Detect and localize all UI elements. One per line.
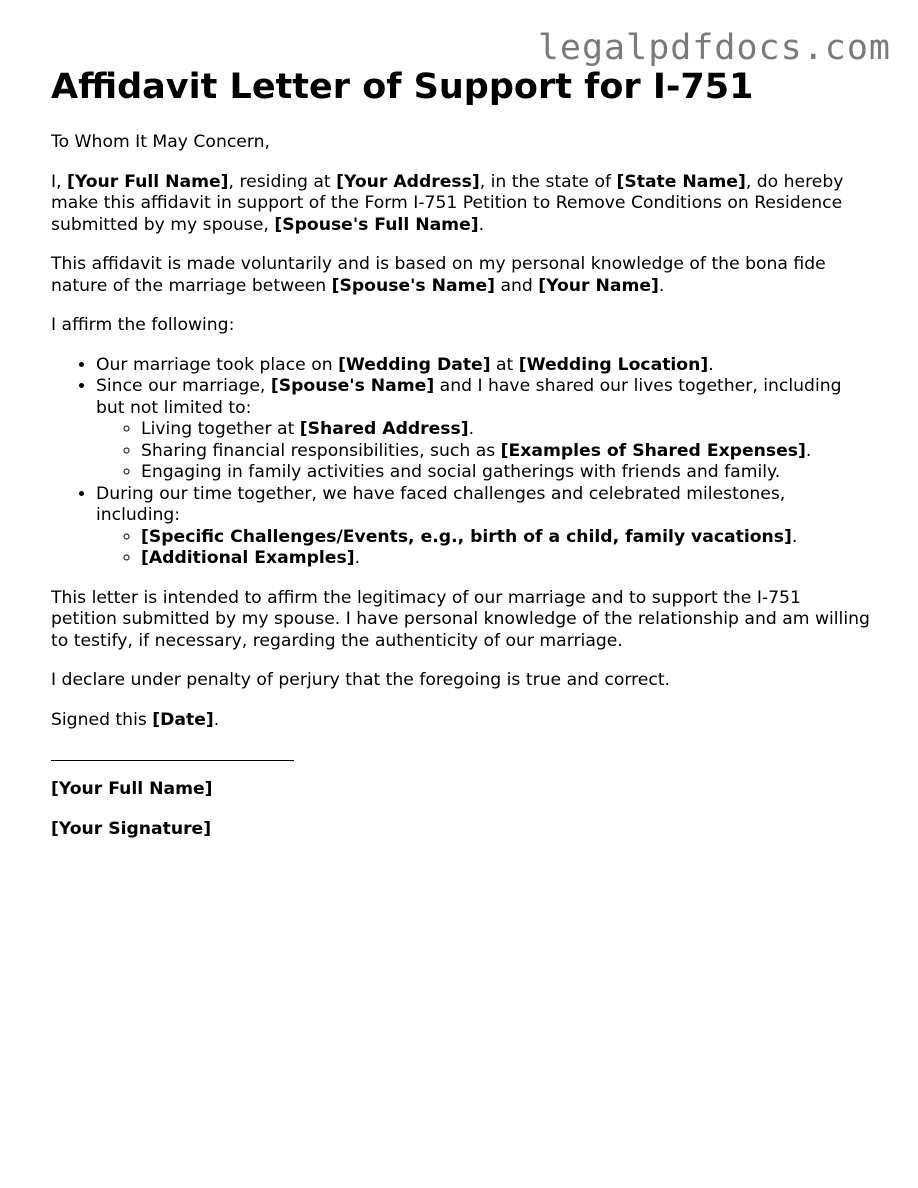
- text: This affidavit is made voluntarily and is based on my personal knowledge of the bona fide nature of the marriage between: [51, 254, 826, 296]
- document-body: [51, 66, 871, 858]
- sub-list-item: [141, 548, 871, 570]
- text: and I have shared our lives together, including but not limited to:: [96, 376, 842, 418]
- voluntary-paragraph: [51, 254, 871, 297]
- intro-paragraph: [51, 172, 871, 237]
- your-name-placeholder: [Your Name]: [538, 275, 659, 296]
- salutation: To Whom It May Concern,: [51, 132, 270, 152]
- text: at: [490, 354, 519, 375]
- text: .: [213, 709, 220, 730]
- text: .: [708, 354, 714, 375]
- additional-examples-placeholder: [Additional Examples]: [141, 548, 355, 568]
- intent-paragraph: This letter is intended to affirm the legitimacy of our marriage and to support the I-751 petition submitted by my spouse. I have personal knowledge of the relationship and am willing to testify, if necessary, regarding the authenticity of our marriage.: [51, 587, 870, 651]
- text: .: [791, 526, 798, 547]
- text: .: [805, 440, 812, 461]
- text: , in the state of: [479, 171, 617, 192]
- state-name-placeholder: [State Name]: [616, 171, 746, 192]
- sub-list: [96, 419, 871, 484]
- wedding-date-placeholder: [Wedding Date]: [338, 354, 491, 375]
- text: .: [468, 419, 475, 439]
- shared-expenses-placeholder: [Examples of Shared Expenses]: [500, 440, 806, 461]
- text: Since our marriage,: [96, 376, 271, 396]
- text: .: [478, 214, 485, 235]
- sub-list: [96, 527, 871, 570]
- text: Our marriage took place on: [96, 354, 339, 375]
- text: Engaging in family activities and social gatherings with friends and family.: [141, 462, 781, 482]
- sub-list-item: [141, 462, 871, 484]
- sub-list-item: [141, 419, 871, 441]
- text: I,: [51, 171, 67, 192]
- sub-list-item: [141, 441, 871, 463]
- text: , do hereby make this affidavit in support of the Form I-751 Petition to Remove Conditions on Residence submitted by my spouse,: [51, 171, 844, 235]
- spouse-name-placeholder: [Spouse's Name]: [331, 275, 495, 296]
- list-item: [96, 376, 871, 484]
- signature-full-name: [Your Full Name]: [51, 779, 213, 799]
- specific-events-placeholder: [Specific Challenges/Events, e.g., birth of a child, family vacations]: [141, 526, 792, 547]
- document-title: Affidavit Letter of Support for I-751: [51, 67, 754, 107]
- wedding-location-placeholder: [Wedding Location]: [518, 354, 709, 375]
- your-full-name-placeholder: [Your Full Name]: [67, 171, 229, 192]
- signed-date-line: [51, 710, 871, 732]
- affirmation-list: [51, 355, 871, 570]
- list-item: [96, 484, 871, 570]
- declaration-paragraph: I declare under penalty of perjury that the foregoing is true and correct.: [51, 670, 671, 690]
- text: Signed this: [51, 709, 153, 730]
- text: During our time together, we have faced challenges and celebrated milestones, including:: [96, 483, 786, 525]
- affirm-heading: I affirm the following:: [51, 315, 235, 335]
- text: , residing at: [228, 171, 337, 192]
- list-item: [96, 355, 871, 377]
- shared-address-placeholder: [Shared Address]: [299, 419, 469, 439]
- text: .: [354, 548, 361, 568]
- signature-line: [51, 760, 294, 761]
- text: and: [495, 275, 539, 296]
- spouse-full-name-placeholder: [Spouse's Full Name]: [274, 214, 479, 235]
- spouse-name-placeholder: [Spouse's Name]: [270, 376, 435, 396]
- watermark: legalpdfdocs.com: [537, 28, 891, 68]
- date-placeholder: [Date]: [152, 709, 214, 730]
- text: .: [658, 275, 665, 296]
- sub-list-item: [141, 527, 871, 549]
- your-address-placeholder: [Your Address]: [336, 171, 480, 192]
- text: Sharing financial responsibilities, such as: [141, 440, 501, 461]
- text: Living together at: [141, 419, 300, 439]
- signature-placeholder: [Your Signature]: [51, 818, 212, 839]
